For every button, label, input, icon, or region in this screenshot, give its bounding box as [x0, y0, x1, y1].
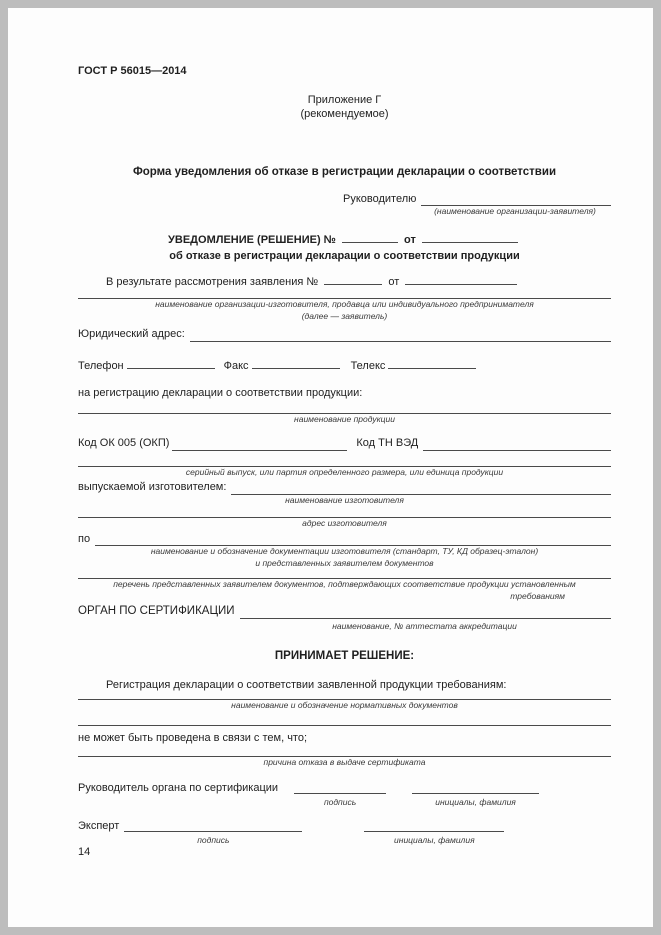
manufacturer-address-caption: адрес изготовителя — [302, 518, 387, 529]
documents-list-blank-line — [78, 569, 611, 579]
applicant-caption-2: (далее — заявитель) — [301, 310, 388, 321]
head-name-blank — [412, 782, 539, 794]
phone-label: Телефон — [78, 359, 124, 372]
tnved-code-blank — [423, 440, 611, 451]
expert-name-blank — [364, 820, 504, 832]
refusal-caption: причина отказа в выдаче сертификата — [263, 757, 426, 768]
expert-signature-label: Эксперт — [78, 820, 120, 833]
manufacturer-label: выпускаемой изготовителем: — [78, 480, 227, 493]
application-number-blank — [324, 274, 382, 285]
certification-body-caption: наименование, № аттестата аккредитации — [332, 620, 517, 631]
head-name-caption: инициалы, фамилия — [435, 796, 516, 807]
page-number: 14 — [78, 846, 91, 858]
appendix-block — [78, 94, 611, 122]
notice-heading — [78, 232, 611, 248]
cannot-line: не может быть проведена в связи с тем, что; — [78, 731, 308, 744]
notice-subheading: об отказе в регистрации декларации о соответствии продукции — [169, 249, 520, 262]
document-page — [8, 8, 653, 927]
telex-blank — [388, 358, 476, 369]
documentation-line — [78, 533, 611, 547]
certification-body-line — [78, 604, 611, 618]
head-signature-row — [78, 782, 611, 808]
documents-list-caption-2: требованиям — [510, 590, 565, 601]
okp-code-blank — [172, 440, 347, 451]
certification-body-blank — [240, 608, 612, 619]
head-sign-caption: подпись — [323, 796, 357, 807]
notice-date-blank — [422, 232, 518, 243]
decision-line: Регистрация декларации о соответствии заявленной продукции требованиям: — [106, 678, 507, 691]
application-from-label: от — [388, 276, 400, 289]
po-label: по — [78, 532, 91, 545]
decision-title: ПРИНИМАЕТ РЕШЕНИЕ: — [274, 650, 415, 663]
fax-label: Факс — [223, 359, 249, 372]
refusal-blank-line — [78, 745, 611, 757]
documentation-caption-1: наименование и обозначение документации изготовителя (стандарт, ТУ, КД образец-эталон) — [150, 546, 539, 557]
codes-line — [78, 437, 611, 451]
addressee-blank-line — [421, 195, 611, 206]
notice-number-label: УВЕДОМЛЕНИЕ (РЕШЕНИЕ) № — [168, 233, 336, 246]
phone-blank — [127, 358, 215, 369]
head-signature-col-sign — [294, 782, 386, 808]
legal-address-line — [78, 328, 611, 342]
fax-blank — [252, 358, 340, 369]
application-review-line — [78, 274, 611, 290]
head-signature-label: Руководитель органа по сертификации — [78, 781, 279, 794]
tnved-code-label: Код ТН ВЭД — [356, 436, 419, 449]
legal-address-label: Юридический адрес: — [78, 328, 185, 341]
manufacturer-line — [78, 481, 611, 495]
documents-list-caption-1: перечень представленных заявителем документов, подтверждающих соответствие продукции установленным — [113, 579, 576, 590]
application-date-blank — [405, 274, 517, 285]
documentation-caption-2: и представленных заявителем документов — [255, 557, 434, 568]
notice-from-label: от — [404, 233, 416, 246]
expert-signature-col-name — [364, 820, 504, 846]
expert-sign-caption: подпись — [197, 835, 230, 846]
telex-label: Телекс — [350, 359, 386, 372]
head-signature-blank — [294, 782, 386, 794]
form-title: Форма уведомления об отказе в регистрации декларации о соответствии — [132, 166, 557, 179]
normative-blank-line-1 — [78, 692, 611, 700]
application-review-label: В результате рассмотрения заявления № — [106, 276, 319, 289]
contacts-line — [78, 358, 611, 374]
manufacturer-blank — [231, 484, 611, 495]
documentation-blank — [95, 535, 611, 546]
certification-body-label: ОРГАН ПО СЕРТИФИКАЦИИ — [78, 605, 235, 618]
applicant-caption: наименование организации-изготовителя, продавца или индивидуального предпринимателя — [155, 299, 534, 310]
batch-caption: серийный выпуск, или партия определенного размера, или единица продукции — [185, 466, 504, 477]
manufacturer-address-blank-line — [78, 506, 611, 518]
head-signature-col-name — [412, 782, 539, 808]
normative-blank-line-2 — [78, 712, 611, 726]
appendix-title: Приложение Г — [307, 93, 382, 106]
standard-number: ГОСТ Р 56015—2014 — [78, 65, 187, 77]
registration-line: на регистрацию декларации о соответствии продукции: — [78, 386, 363, 399]
product-caption: наименование продукции — [294, 414, 395, 425]
expert-signature-blank — [124, 820, 302, 832]
applicant-blank-line — [78, 290, 611, 299]
legal-address-blank — [190, 331, 611, 342]
batch-blank-line — [78, 451, 611, 467]
normative-caption: наименование и обозначение нормативных документов — [231, 700, 458, 711]
expert-signature-col-sign — [124, 820, 302, 846]
addressee-caption: (наименование организации-заявителя) — [434, 206, 596, 217]
manufacturer-name-caption: наименование изготовителя — [285, 494, 404, 505]
okp-code-label: Код ОК 005 (ОКП) — [78, 436, 170, 449]
addressee-label: Руководителю — [343, 192, 417, 205]
addressee-block — [343, 193, 611, 218]
expert-name-caption: инициалы, фамилия — [394, 835, 475, 846]
notice-number-blank — [342, 232, 398, 243]
product-blank-line — [78, 400, 611, 414]
expert-signature-row — [78, 820, 611, 846]
appendix-type: (рекомендуемое) — [300, 107, 389, 120]
